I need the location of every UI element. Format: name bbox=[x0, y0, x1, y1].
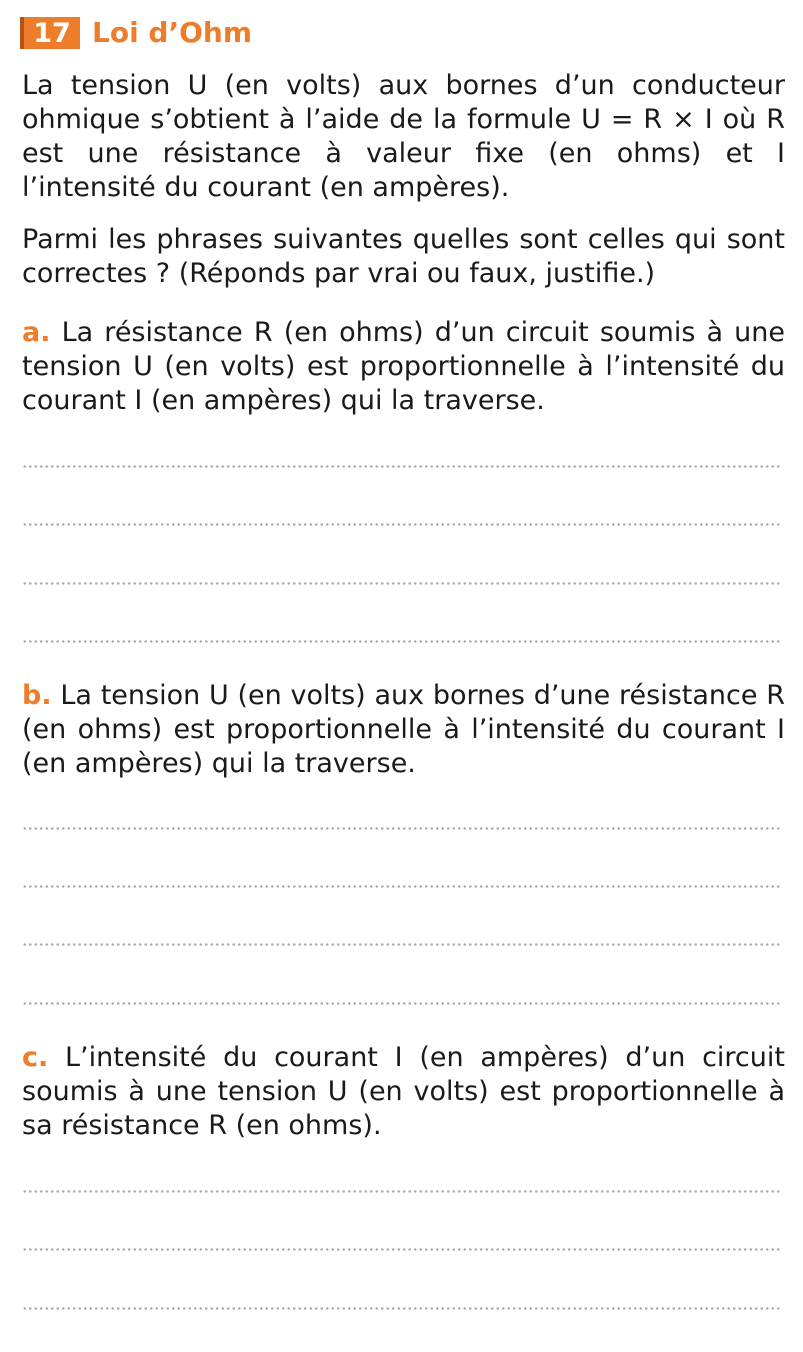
instruction-paragraph: Parmi les phrases suivantes quelles sont celles qui sont correctes ? (Réponds par vrai ou faux, justifie.) bbox=[22, 224, 785, 289]
exercise-title: Loi d’Ohm bbox=[92, 16, 253, 49]
intro-paragraph: La tension U (en volts) aux bornes d’un conducteur ohmique s’obtient à l’aide de la formule U = R × I où R est une résistance à valeur fixe (en ohms) et I l’intensité du courant (en ampères). bbox=[22, 70, 785, 203]
answer-line-b3[interactable] bbox=[22, 943, 782, 946]
question-a bbox=[22, 316, 785, 418]
question-a-letter: a. bbox=[22, 317, 51, 348]
exercise-header bbox=[20, 16, 252, 50]
answer-line-a3[interactable] bbox=[22, 582, 782, 585]
answer-line-b2[interactable] bbox=[22, 885, 782, 888]
question-c-letter: c. bbox=[22, 1042, 49, 1073]
question-b-text: La tension U (en volts) aux bornes d’une résistance R (en ohms) est proportionnelle à l’intensité du courant I (en ampères) qui la traverse. bbox=[22, 680, 785, 779]
exercise-number: 17 bbox=[24, 17, 80, 49]
answer-line-c3[interactable] bbox=[22, 1307, 782, 1310]
answer-line-b4[interactable] bbox=[22, 1002, 782, 1005]
answer-line-b1[interactable] bbox=[22, 827, 782, 830]
question-c-text: L’intensité du courant I (en ampères) d’un circuit soumis à une tension U (en volts) est proportionnelle à sa résistance R (en ohms). bbox=[22, 1042, 785, 1141]
answer-line-c1[interactable] bbox=[22, 1190, 782, 1193]
question-c bbox=[22, 1041, 785, 1143]
answer-line-a4[interactable] bbox=[22, 640, 782, 643]
question-b-letter: b. bbox=[22, 680, 52, 711]
answer-line-a2[interactable] bbox=[22, 523, 782, 526]
answer-line-a1[interactable] bbox=[22, 465, 782, 468]
question-b bbox=[22, 679, 785, 781]
answer-line-c2[interactable] bbox=[22, 1248, 782, 1251]
exercise-number-badge bbox=[20, 17, 80, 49]
question-a-text: La résistance R (en ohms) d’un circuit soumis à une tension U (en volts) est proportionnelle à l’intensité du courant I (en ampères) qui la traverse. bbox=[22, 317, 785, 416]
